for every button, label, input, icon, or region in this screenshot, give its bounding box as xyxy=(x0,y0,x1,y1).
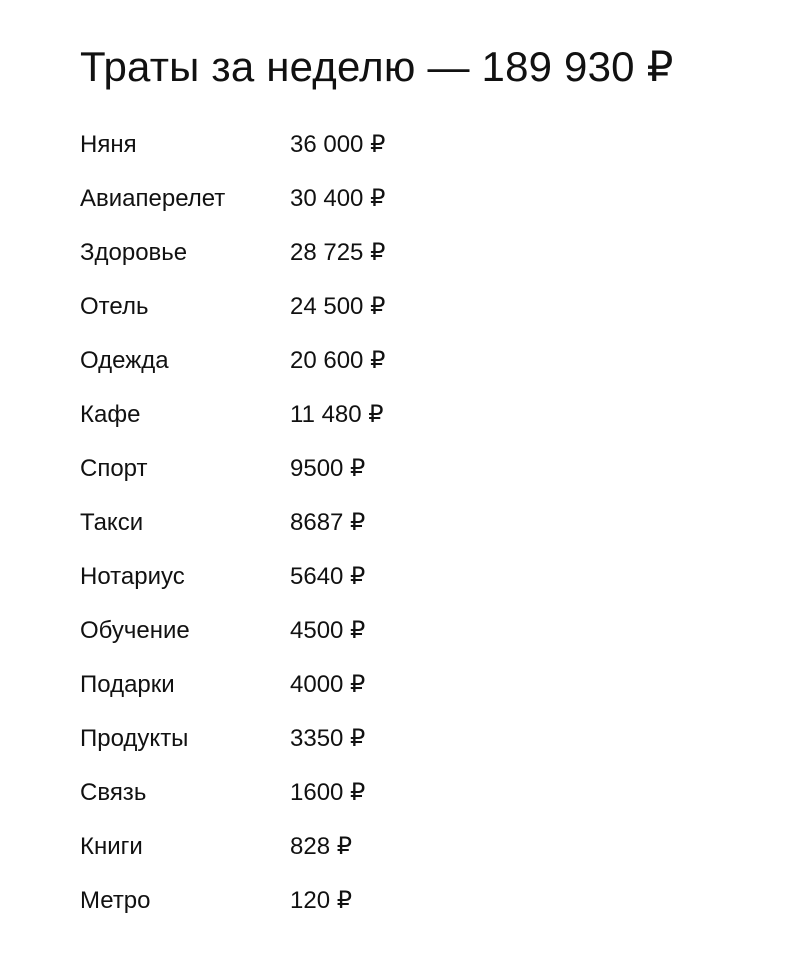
expense-row-12 xyxy=(80,766,780,820)
expense-amount: 4500 ₽ xyxy=(290,617,366,644)
expense-category: Подарки xyxy=(80,671,175,698)
expense-category: Книги xyxy=(80,833,143,860)
expense-row-0 xyxy=(80,118,780,172)
expenses-document xyxy=(80,40,780,928)
expense-row-3 xyxy=(80,280,780,334)
expense-category: Няня xyxy=(80,131,137,158)
expense-row-10 xyxy=(80,658,780,712)
expense-category: Связь xyxy=(80,779,147,806)
page-title: Траты за неделю — 189 930 ₽ xyxy=(80,43,674,90)
expense-amount: 3350 ₽ xyxy=(290,725,366,752)
expense-row-8 xyxy=(80,550,780,604)
expense-row-9 xyxy=(80,604,780,658)
expense-amount: 4000 ₽ xyxy=(290,671,366,698)
expense-amount: 24 500 ₽ xyxy=(290,293,386,320)
expense-row-6 xyxy=(80,442,780,496)
expense-category: Обучение xyxy=(80,617,190,644)
expense-amount: 120 ₽ xyxy=(290,887,352,914)
expense-row-11 xyxy=(80,712,780,766)
expense-category: Авиаперелет xyxy=(80,185,226,212)
expense-category: Кафе xyxy=(80,401,141,428)
expense-category: Одежда xyxy=(80,347,169,374)
expense-amount: 11 480 ₽ xyxy=(290,401,384,428)
expense-category: Отель xyxy=(80,293,149,320)
expense-row-7 xyxy=(80,496,780,550)
expense-row-2 xyxy=(80,226,780,280)
expense-row-5 xyxy=(80,388,780,442)
expense-row-14 xyxy=(80,874,780,928)
expense-row-13 xyxy=(80,820,780,874)
expense-amount: 828 ₽ xyxy=(290,833,352,860)
expense-category: Спорт xyxy=(80,455,148,482)
expense-amount: 30 400 ₽ xyxy=(290,185,386,212)
expense-category: Здоровье xyxy=(80,239,188,266)
expense-amount: 36 000 ₽ xyxy=(290,131,386,158)
expense-amount: 8687 ₽ xyxy=(290,509,366,536)
expense-amount: 9500 ₽ xyxy=(290,455,366,482)
expense-amount: 20 600 ₽ xyxy=(290,347,386,374)
expense-row-1 xyxy=(80,172,780,226)
expenses-list xyxy=(80,118,780,928)
expense-amount: 5640 ₽ xyxy=(290,563,366,590)
expense-category: Продукты xyxy=(80,725,189,752)
expense-row-4 xyxy=(80,334,780,388)
expense-category: Метро xyxy=(80,887,151,914)
expense-category: Такси xyxy=(80,509,144,536)
expense-amount: 1600 ₽ xyxy=(290,779,366,806)
expense-category: Нотариус xyxy=(80,563,185,590)
expense-amount: 28 725 ₽ xyxy=(290,239,386,266)
